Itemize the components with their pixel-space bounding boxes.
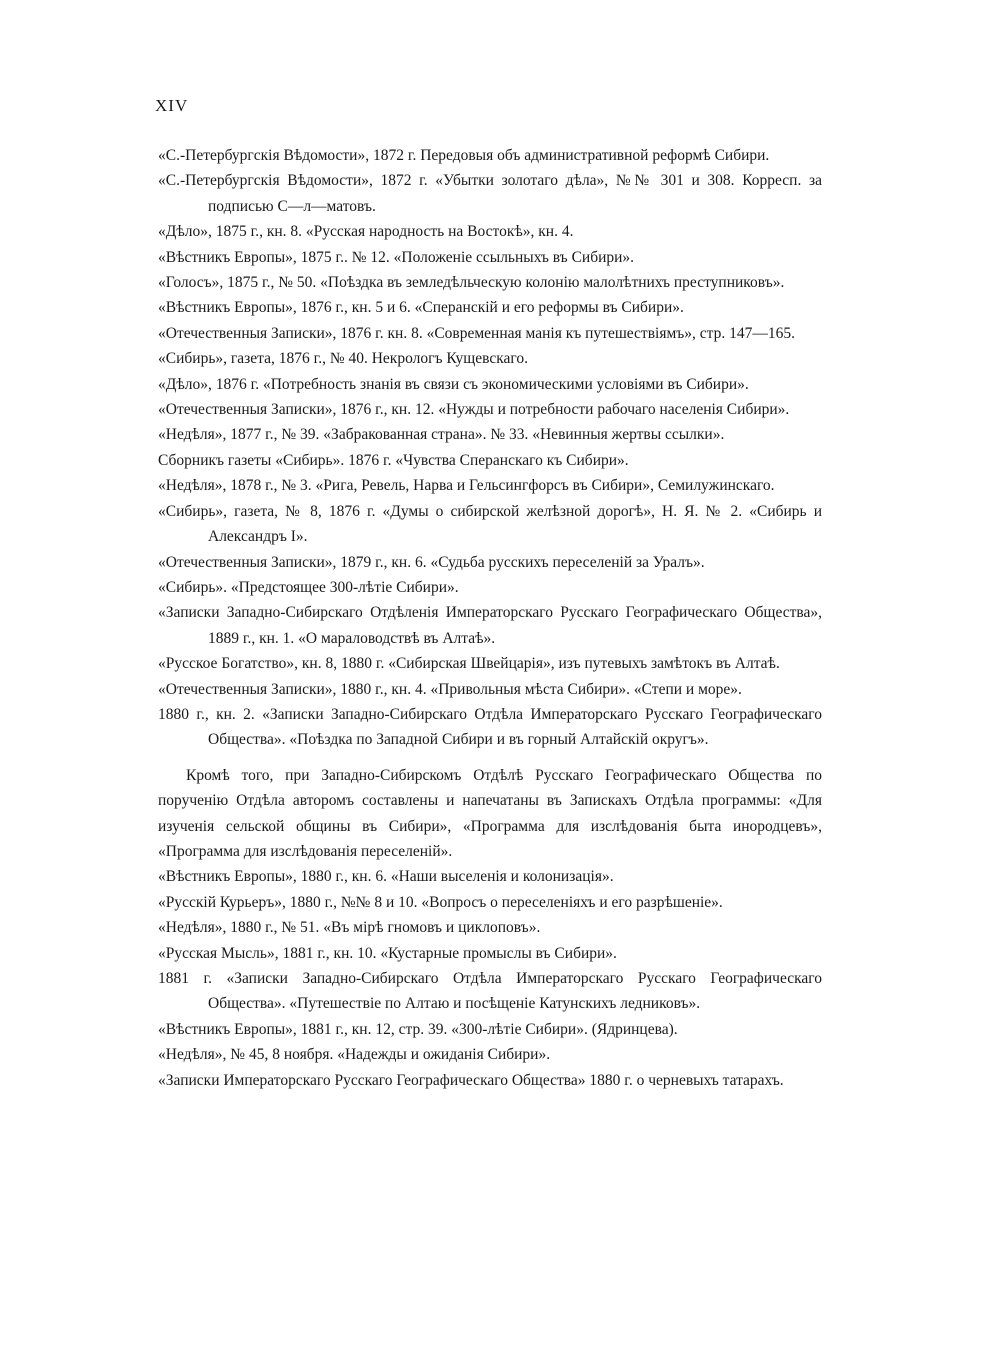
bibliography-entry: «Недѣля», 1880 г., № 51. «Въ мірѣ гномовъ и циклоповъ». [158, 919, 541, 937]
bibliography-entry: «Русская Мысль», 1881 г., кн. 10. «Кустарные промыслы въ Сибири». [158, 944, 617, 962]
bibliography-entry: «Сибирь», газета, № 8, 1876 г. «Думы о сибирской желѣзной дорогѣ», Н. Я. № 2. «Сибирь и Александръ I». [158, 502, 822, 546]
bibliography-entry: «Отечественныя Записки», 1876 г., кн. 12. «Нужды и потребности рабочаго населенія Сибири». [158, 401, 790, 419]
bibliography-list [158, 143, 822, 1093]
bibliography-entry: «Недѣля», 1878 г., № 3. «Рига, Ревель, Нарва и Гельсингфорсъ въ Сибири», Семилужинскаго. [158, 477, 775, 495]
bibliography-entry: «Вѣстникъ Европы», 1876 г., кн. 5 и 6. «Сперанскій и его реформы въ Сибири». [158, 299, 684, 317]
bibliography-entry: 1881 г. «Записки Западно-Сибирскаго Отдѣла Императорскаго Русскаго Географическаго Общества». «Путешествіе по Алтаю и посѣщеніе Катунскихъ ледниковъ». [158, 970, 822, 1013]
bibliography-entry: «Сибирь», газета, 1876 г., № 40. Некрологъ Кущевскаго. [158, 350, 528, 368]
bibliography-entry: «Отечественныя Записки», 1880 г., кн. 4. «Привольныя мѣста Сибири». «Степи и море». [158, 680, 742, 698]
bibliography-entry: «Вѣстникъ Европы», 1875 г.. № 12. «Положеніе ссыльныхъ въ Сибири». [158, 248, 635, 266]
bibliography-entry: «Дѣло», 1876 г. «Потребность знанія въ связи съ экономическими условіями въ Сибири». [158, 375, 749, 393]
body-paragraph: Кромѣ того, при Западно-Сибирскомъ Отдѣлѣ Русскаго Географическаго Общества по порученію Отдѣла авторомъ составлены и напечатаны въ Запискахъ Отдѣла программы: «Для изученія сельской общины въ Сибири», «Программа для изслѣдованія быта инородцевъ», «Программа для изслѣдованія переселеній». [158, 766, 822, 860]
bibliography-entry: «Дѣло», 1875 г., кн. 8. «Русская народность на Востокѣ», кн. 4. [158, 223, 574, 241]
bibliography-entry: «Отечественныя Записки», 1879 г., кн. 6. «Судьба русскихъ переселеній за Уралъ». [158, 553, 705, 571]
bibliography-entry: «Вѣстникъ Европы», 1881 г., кн. 12, стр. 39. «300-лѣтіе Сибири». (Ядринцева). [158, 1020, 678, 1038]
bibliography-entry: «Русское Богатство», кн. 8, 1880 г. «Сибирская Швейцарія», изъ путевыхъ замѣтокъ въ Алтаѣ. [158, 655, 780, 673]
bibliography-entry: «Записки Императорскаго Русскаго Географическаго Общества» 1880 г. о черневыхъ татарахъ. [158, 1071, 784, 1089]
bibliography-entry: «Сибирь». «Предстоящее 300-лѣтіе Сибири». [158, 578, 459, 596]
bibliography-entry: «Русскій Курьеръ», 1880 г., №№ 8 и 10. «Вопросъ о переселеніяхъ и его разрѣшеніе». [158, 893, 723, 911]
page-number: XIV [155, 96, 189, 115]
bibliography-entry: 1880 г., кн. 2. «Записки Западно-Сибирскаго Отдѣла Императорскаго Русскаго Географическаго Общества». «Поѣздка по Западной Сибири и въ горный Алтайскій округъ». [158, 705, 822, 749]
bibliography-entry: «Недѣля», 1877 г., № 39. «Забракованная страна». № 33. «Невинныя жертвы ссылки». [158, 426, 725, 444]
bibliography-entry: «Недѣля», № 45, 8 ноября. «Надежды и ожиданія Сибири». [158, 1046, 551, 1064]
bibliography-entry: Сборникъ газеты «Сибирь». 1876 г. «Чувства Сперанскаго къ Сибири». [158, 451, 629, 469]
bibliography-entry: «С.-Петербургскія Вѣдомости», 1872 г. Передовыя объ административной реформѣ Сибири. [158, 147, 770, 164]
bibliography-entry: «С.-Петербургскія Вѣдомости», 1872 г. «Убытки золотаго дѣла», №№ 301 и 308. Корресп. за подписью С—л—матовъ. [158, 172, 822, 215]
bibliography-entry: «Отечественныя Записки», 1876 г. кн. 8. «Современная манія къ путешествіямъ», стр. 147—165. [158, 324, 795, 342]
bibliography-entry: «Голосъ», 1875 г., № 50. «Поѣздка въ земледѣльческую колонію малолѣтнихъ преступниковъ». [158, 274, 785, 292]
bibliography-entry: «Записки Западно-Сибирскаго Отдѣленія Императорскаго Русскаго Географическаго Общества», 1889 г., кн. 1. «О мараловодствѣ въ Алтаѣ». [158, 604, 822, 647]
bibliography-entry: «Вѣстникъ Европы», 1880 г., кн. 6. «Наши выселенія и колонизація». [158, 868, 614, 886]
